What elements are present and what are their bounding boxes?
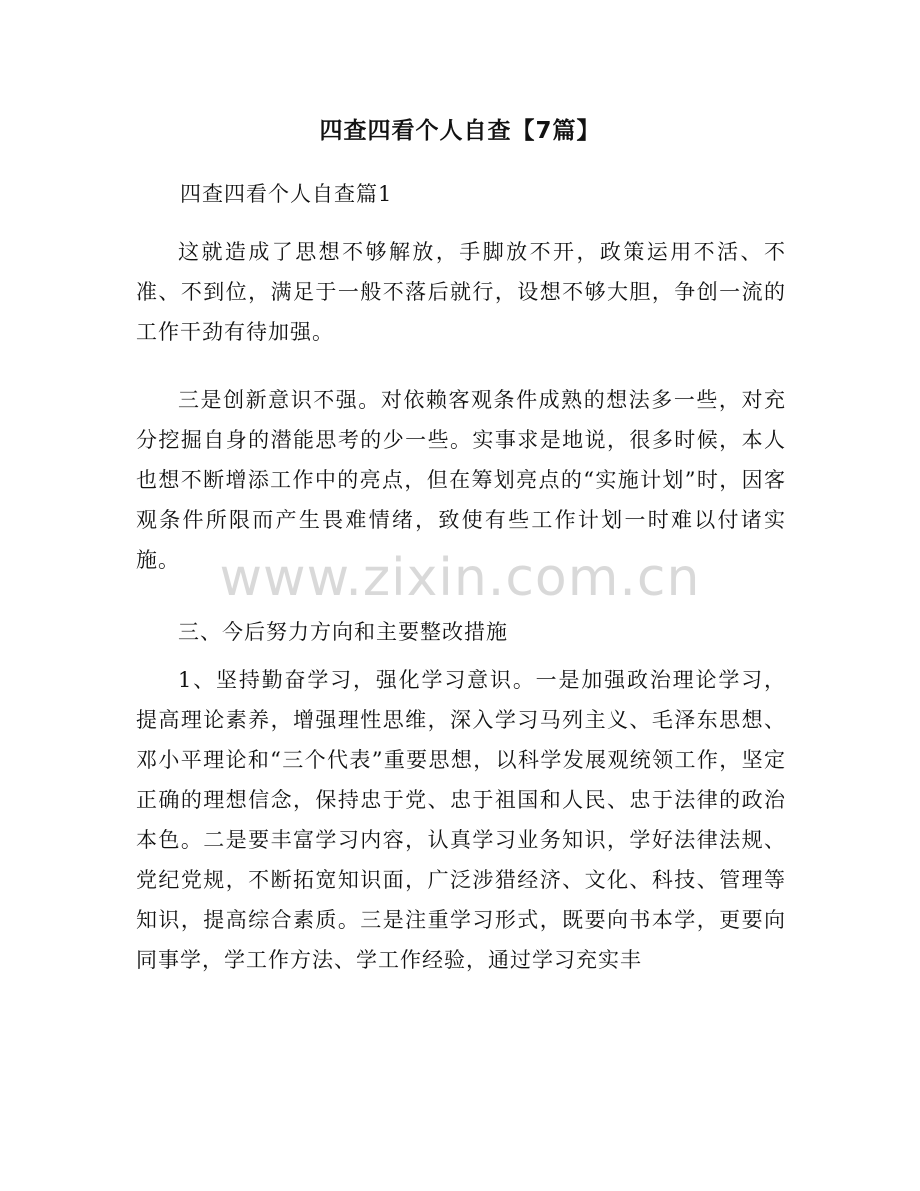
document-title: 四查四看个人自查【7篇】	[319, 118, 601, 144]
section-subheading: 四查四看个人自查篇1	[180, 182, 393, 206]
watermark: www.zixin.com.cn	[219, 548, 701, 608]
section-heading-improvement: 三、今后努力方向和主要整改措施	[178, 620, 508, 644]
paragraph-3: 1、坚持勤奋学习，强化学习意识。一是加强政治理论学习，提高理论素养，增强理性思维，深入学习马列主义、毛泽东思想、邓小平理论和“三个代表”重要思想，以科学发展观统领工作，坚定正确的理想信念，保持忠于党、忠于祖国和人民、忠于法律的政治本色。二是要丰富学习内容，认真学习业务知识，学好法律法规、党纪党规，不断拓宽知识面，广泛涉猎经济、文化、科技、管理等知识，提高综合素质。三是注重学习形式，既要向书本学，更要向同事学，学工作方法、学工作经验，通过学习充实丰	[136, 668, 786, 972]
paragraph-1: 这就造成了思想不够解放，手脚放不开，政策运用不活、不准、不到位，满足于一般不落后就行，设想不够大胆，争创一流的工作干劲有待加强。	[136, 240, 786, 344]
paragraph-2: 三是创新意识不强。对依赖客观条件成熟的想法多一些，对充分挖掘自身的潜能思考的少一些。实事求是地说，很多时候，本人也想不断增添工作中的亮点，但在筹划亮点的“实施计划”时，因客观条件所限而产生畏难情绪，致使有些工作计划一时难以付诸实施。	[136, 388, 786, 572]
